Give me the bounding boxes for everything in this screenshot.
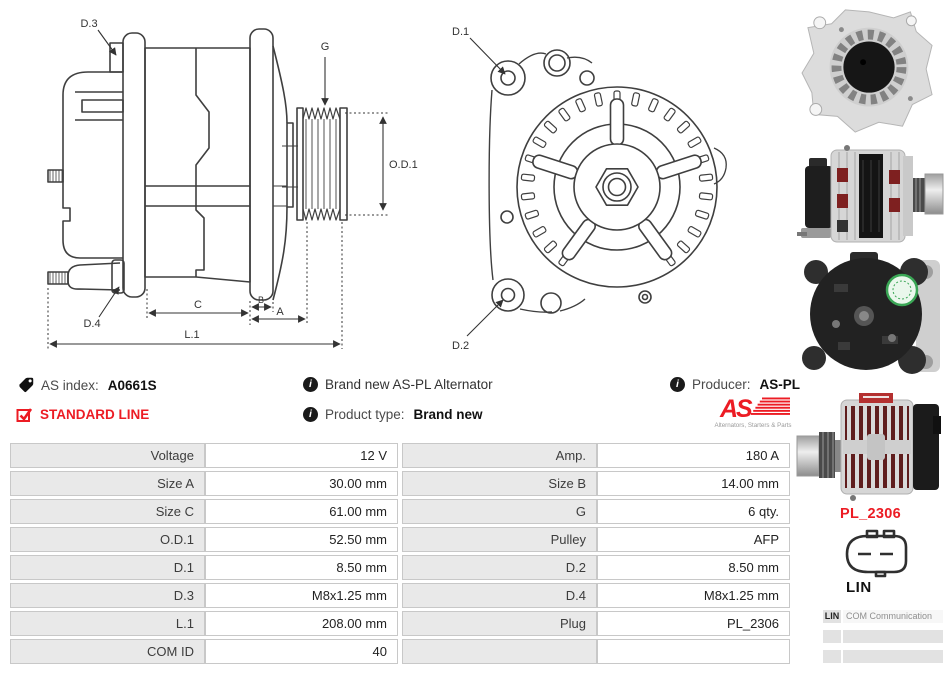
spec-value: 12 V xyxy=(205,443,398,468)
spec-label: Size A xyxy=(10,471,205,496)
spec-table xyxy=(10,443,790,667)
spec-label: D.2 xyxy=(402,555,597,580)
producer-row xyxy=(670,377,800,392)
spec-label: D.1 xyxy=(10,555,205,580)
com-table-value: COM Communication xyxy=(843,610,943,623)
extension-lines xyxy=(48,113,388,349)
spec-value: 208.00 mm xyxy=(205,611,398,636)
product-photo-rear-view[interactable] xyxy=(798,250,944,384)
spec-value xyxy=(597,639,790,664)
side-view-labels xyxy=(80,18,417,341)
logo-text: AS xyxy=(720,395,751,423)
spec-value: 8.50 mm xyxy=(597,555,790,580)
label-d2: D.2 xyxy=(452,340,470,352)
label-b: B xyxy=(257,295,265,305)
table-row xyxy=(10,611,790,636)
product-type-value: Brand new xyxy=(413,407,483,422)
info-icon: i xyxy=(303,377,318,392)
table-row xyxy=(10,555,790,580)
spec-value: 14.00 mm xyxy=(597,471,790,496)
label-d1: D.1 xyxy=(452,26,470,38)
table-row xyxy=(10,471,790,496)
alternator-front-outline xyxy=(489,50,726,313)
spec-label xyxy=(402,639,597,664)
product-photo-side-view[interactable] xyxy=(795,140,945,248)
label-od1: O.D.1 xyxy=(389,159,418,171)
spec-value: AFP xyxy=(597,527,790,552)
info-icon: i xyxy=(670,377,685,392)
tag-icon xyxy=(17,377,34,394)
product-type-row xyxy=(303,407,483,422)
spec-label: Amp. xyxy=(402,443,597,468)
alternator-side-outline xyxy=(48,29,347,300)
com-table-header-row xyxy=(823,610,943,623)
com-table xyxy=(823,610,943,670)
spec-value: 52.50 mm xyxy=(205,527,398,552)
dimension-lines xyxy=(50,30,383,344)
spec-value: M8x1.25 mm xyxy=(205,583,398,608)
spec-value: PL_2306 xyxy=(597,611,790,636)
spec-label: O.D.1 xyxy=(10,527,205,552)
spec-label: Size B xyxy=(402,471,597,496)
front-leader-lines xyxy=(467,38,505,336)
as-index-value: A0661S xyxy=(107,378,157,393)
spec-label: Plug xyxy=(402,611,597,636)
label-g: G xyxy=(320,41,330,53)
plug-code: PL_2306 xyxy=(840,506,901,522)
spec-value: 30.00 mm xyxy=(205,471,398,496)
spec-value: 40 xyxy=(205,639,398,664)
com-table-empty-row xyxy=(823,630,943,643)
com-table-empty-row xyxy=(823,650,943,663)
plug-type-label: LIN xyxy=(846,579,872,596)
spec-label: Pulley xyxy=(402,527,597,552)
spec-label: COM ID xyxy=(10,639,205,664)
product-photo-side-view-2[interactable] xyxy=(795,388,945,506)
standard-line-label: STANDARD LINE xyxy=(40,407,150,422)
spec-value: 61.00 mm xyxy=(205,499,398,524)
spec-label: L.1 xyxy=(10,611,205,636)
label-d4: D.4 xyxy=(83,318,101,330)
spec-label: D.4 xyxy=(402,583,597,608)
com-table-key: LIN xyxy=(824,611,840,621)
table-row xyxy=(10,527,790,552)
product-photo-front-view[interactable] xyxy=(800,6,938,138)
as-index-row xyxy=(17,377,157,394)
checked-checkbox-icon xyxy=(16,406,33,423)
as-index-label: AS index: xyxy=(41,378,99,393)
plug-connector-drawing xyxy=(838,528,914,580)
info-icon: i xyxy=(303,407,318,422)
label-l1: L.1 xyxy=(184,329,200,341)
description-row xyxy=(303,377,493,392)
label-d3: D.3 xyxy=(80,18,98,30)
product-description: Brand new AS-PL Alternator xyxy=(325,377,493,392)
producer-label: Producer: xyxy=(692,377,751,392)
standard-line-row xyxy=(16,406,149,423)
spec-value: 180 A xyxy=(597,443,790,468)
spec-value: M8x1.25 mm xyxy=(597,583,790,608)
label-c: C xyxy=(194,299,202,311)
table-row xyxy=(10,639,790,664)
spec-value: 8.50 mm xyxy=(205,555,398,580)
logo-tagline: Alternators, Starters & Parts xyxy=(714,422,792,429)
spec-label: D.3 xyxy=(10,583,205,608)
spec-value: 6 qty. xyxy=(597,499,790,524)
spec-label: Size C xyxy=(10,499,205,524)
side-view-drawing xyxy=(28,0,418,358)
table-row xyxy=(10,443,790,468)
spec-label: G xyxy=(402,499,597,524)
producer-value: AS-PL xyxy=(759,377,801,392)
front-view-labels xyxy=(452,26,469,352)
front-view-drawing xyxy=(440,5,775,355)
table-row xyxy=(10,583,790,608)
table-row xyxy=(10,499,790,524)
as-pl-logo xyxy=(712,394,794,432)
label-a: A xyxy=(276,306,284,318)
product-type-label: Product type: xyxy=(325,407,405,422)
spec-label: Voltage xyxy=(10,443,205,468)
